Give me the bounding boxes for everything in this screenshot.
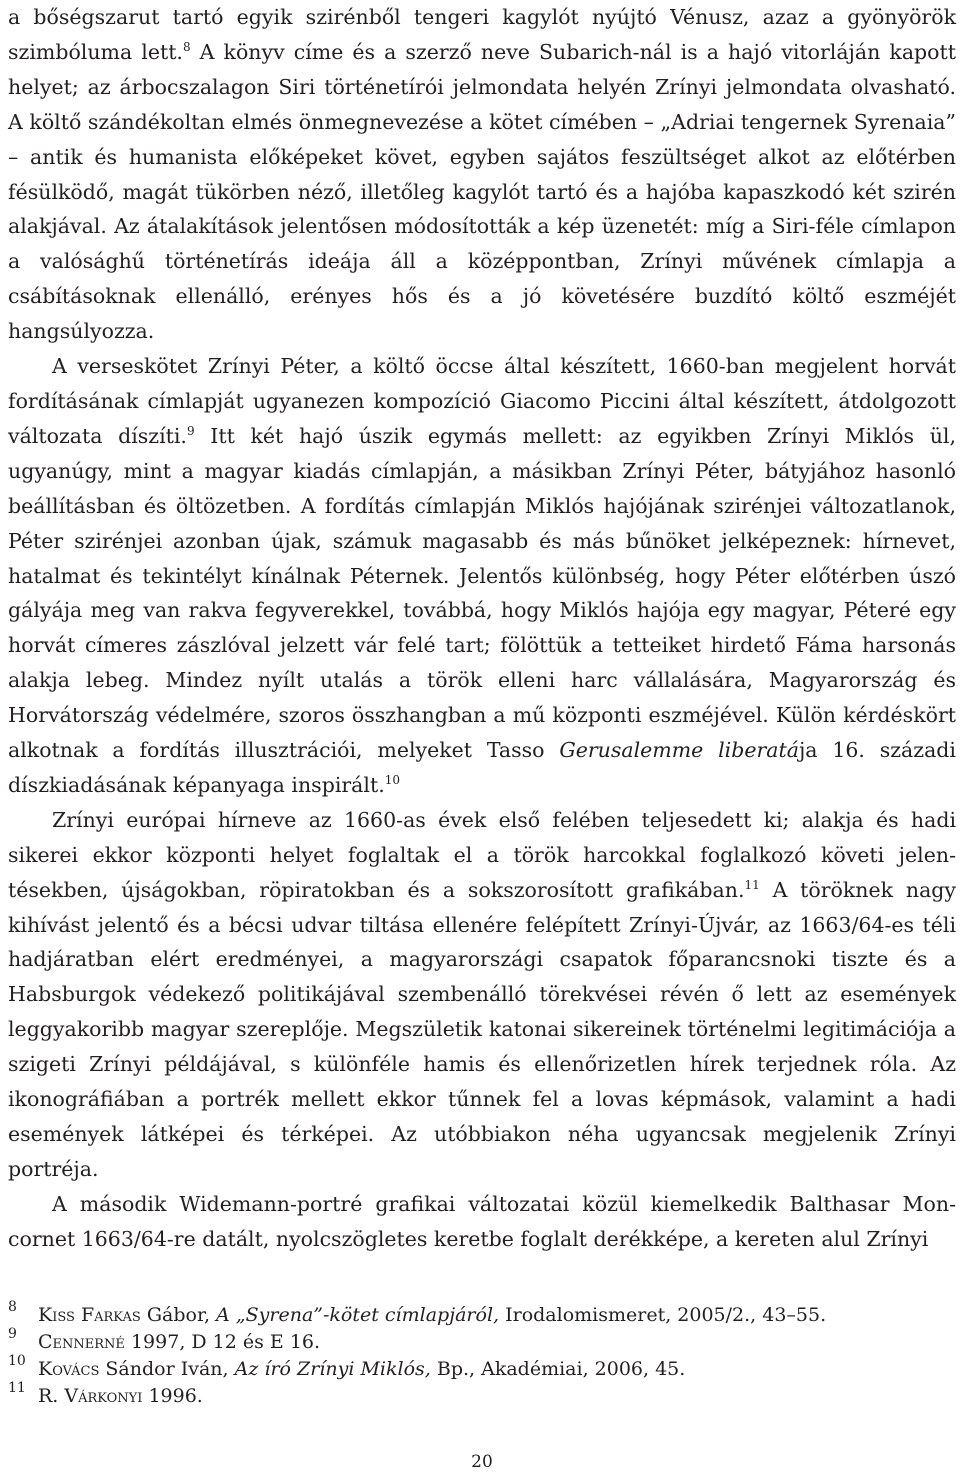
- main-text: [8, 0, 956, 1257]
- text-run: a bőségszarut tartó egyik szirénből tengeri kagylót nyújtó Vénusz, azaz a gyönyörök szimbóluma lett.: [8, 5, 956, 64]
- footnote-reference: 10: [384, 772, 400, 787]
- italic-title: Az író Zrínyi Miklós,: [234, 1358, 431, 1380]
- author-name: Kovács: [38, 1358, 100, 1380]
- footnote-reference: 8: [182, 39, 191, 54]
- text-run: 1996.: [142, 1385, 203, 1407]
- text-run: Itt két hajó úszik egymás mellett: az egyikben Zrínyi Miklós ül, ugyanúgy, mint a magyar kiadás címlapján, a másikban Zrínyi Péter, bátyjához hasonló beállításban és öltözetben. A fordítás címlapján Miklós hajójának szirénjei változatlanok, Péter szirénjei azonban újak, számuk magasabb és más bűnöket jelképeznek: hírnevet, hatalmat és tekintélyt kínálnak Péternek. Jelentős különbség, hogy Péter előtérben úszó gályája meg van rakva fegyverekkel, továbbá, hogy Miklós hajója egy magyar, Péteré egy horvát címeres zászlóval jelzett vár felé tart; fölöttük a tetteiket hirdető Fáma harsonás alakja lebeg. Mindez nyílt utalás a török elleni harc vállalására, Magyarország és Horvátország védelmére, szoros összhangban a mű központi eszméjével. Külön kérdéskört alkotnak a fordítás illusztrációi, melyeket Tasso: [8, 423, 956, 763]
- footnote-reference: 11: [744, 877, 760, 892]
- text-run: ja 16. századi díszkiadásának képanyaga inspirált.: [8, 738, 956, 797]
- paragraph: [8, 803, 956, 1187]
- document-page: [8, 0, 956, 1482]
- author-name: Kiss Farkas: [38, 1304, 141, 1326]
- italic-title: Gerusalemme liberatá: [559, 738, 799, 763]
- text-run: A második Widemann-portré grafikai változatai közül kiemelkedik Balthasar Moncornet 1663/64-re datált, nyolcszögletes keretbe foglalt derékképe, a kereten alul Zrínyi: [8, 1191, 956, 1251]
- page-number: 20: [471, 1452, 493, 1472]
- footnote: [8, 1326, 956, 1356]
- footnote-number: 8: [8, 1299, 17, 1315]
- paragraph: [8, 0, 956, 349]
- paragraph: [8, 349, 956, 803]
- text-run: A könyv címe és a szerző neve Subarich-nál is a hajó vitorláján kapott helyet; az árbocszalagon Siri történetírói jelmondata helyén Zrínyi jelmondata olvasható. A költő szándékoltan elmés önmegnevezése a kötet címében – „Adriai tengernek Syrenaia” – antik és humanista előképeket követ, egyben sajátos feszültséget alkot az előtérben fésülködő, magát tükörben néző, illetőleg kagylót tartó és a hajóba kapaszkodó két szirén alakjával. Az átalakítások jelentősen módosították a kép üzenetét: míg a Siri-féle címlapon a valósághű történetírás ideája áll a középpontban, Zrínyi művének címlapja a csábításoknak ellenálló, erényes hős és a jó követésére buzdító költő eszméjét hangsúlyozza.: [8, 39, 956, 344]
- text-run: 1997, D 12 és E 16.: [124, 1331, 321, 1353]
- text-run: Gábor,: [140, 1304, 217, 1326]
- text-run: Irodalomismeret, 2005/2., 43–55.: [499, 1304, 827, 1326]
- text-run: Sándor Iván,: [99, 1358, 235, 1380]
- author-name: Cennerné: [38, 1331, 125, 1353]
- footnote-number: 11: [8, 1380, 26, 1396]
- text-run: A töröknek nagy kihívást jelentő és a bécsi udvar tiltása ellenére felépített Zrínyi-Újvár, az 1663/64-es téli hadjáratban elért eredményei, a magyarországi csapatok főparancsnoki tisztе és a Habsburgok védekező politikájával szembenálló törekvései révén ő lett az események leggyakoribb magyar szereplője. Megszületik katonai sikereinek történelmi legitimációja a szigeti Zrínyi példájával, s különféle hamis és ellenőrizetlen hírek terjednek róla. Az ikonográfiában a portrék mellett ekkor tűnnek fel a lovas képmások, valamint a hadi események látképei és térképei. Az utóbbiakon néha ugyancsak megjelenik Zrínyi portréja.: [8, 877, 956, 1181]
- text-run: Bp., Akadémiai, 2006, 45.: [430, 1358, 686, 1380]
- italic-title: A „Syrena”-kötet címlapjáról,: [216, 1304, 500, 1326]
- author-name: Várkonyi: [64, 1385, 143, 1407]
- footnote: [8, 1299, 956, 1329]
- footnote-number: 9: [8, 1326, 17, 1342]
- text-run: R.: [38, 1385, 65, 1407]
- paragraph: [8, 1187, 956, 1257]
- footnote-number: 10: [8, 1353, 26, 1369]
- footnote: [8, 1380, 956, 1410]
- footnote: [8, 1353, 956, 1383]
- text-run: A verseskötet Zrínyi Péter, a költő öccse által készített, 1660-ban megjelent horvát fordításának címlapját ugyanezen kompozíció Giacomo Piccini által készített, átdolgozott változata díszíti.: [8, 354, 956, 448]
- text-run: Zrínyi európai hírneve az 1660-as évek első felében teljesedett ki; alakja és hadi sikerei ekkor központi helyet foglaltak el a török harcokkal foglalkozó követi jelentésekben, újságokban, röpiratokban és a sokszorosított grafikában.: [8, 807, 956, 902]
- footnotes-section: [8, 1299, 956, 1410]
- footnote-reference: 9: [186, 423, 195, 438]
